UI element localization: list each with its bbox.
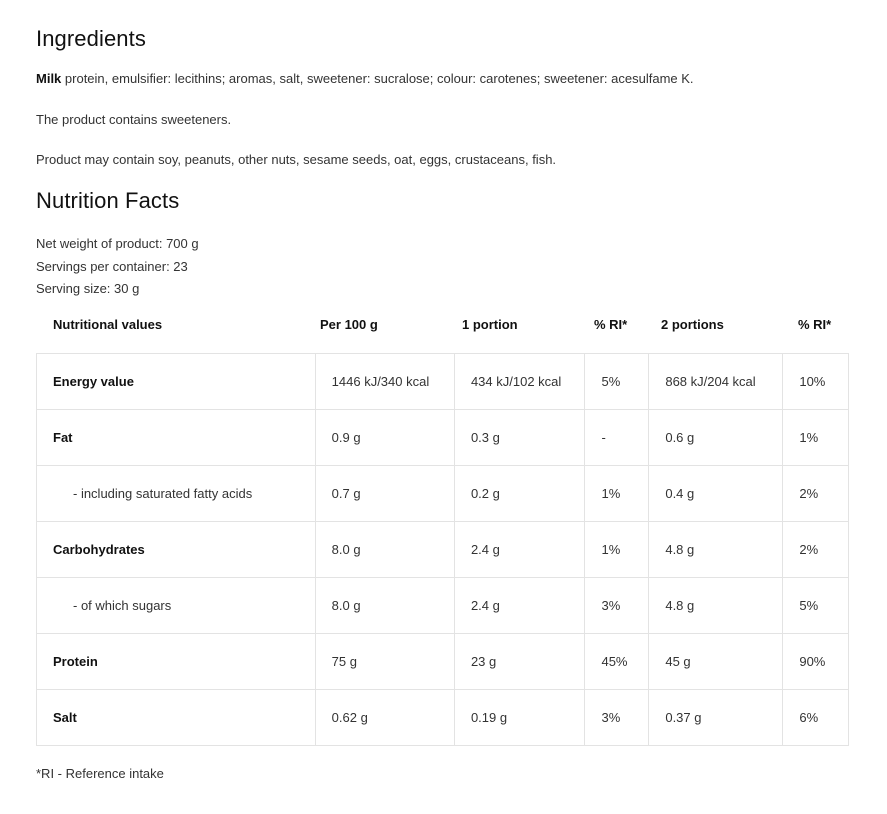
cell-1-portion: 0.2 g: [454, 466, 585, 522]
cell-nutrient: - of which sugars: [37, 578, 316, 634]
cell-per-100g: 0.7 g: [315, 466, 454, 522]
cell-2-portions: 0.6 g: [649, 410, 783, 466]
cell-per-100g: 0.9 g: [315, 410, 454, 466]
cell-ri-1: 1%: [585, 466, 649, 522]
product-meta: [36, 233, 199, 301]
cell-1-portion: 2.4 g: [454, 522, 585, 578]
cell-nutrient: Energy value: [37, 354, 316, 410]
nutrition-facts-title: Nutrition Facts: [36, 188, 180, 213]
cell-per-100g: 75 g: [315, 634, 454, 690]
cell-ri-1: 45%: [585, 634, 649, 690]
cell-per-100g: 8.0 g: [315, 522, 454, 578]
cell-2-portions: 4.8 g: [649, 578, 783, 634]
table-row: [37, 690, 849, 746]
net-weight: Net weight of product: 700 g: [36, 236, 199, 251]
table-row: [37, 522, 849, 578]
table-row: [37, 578, 849, 634]
servings-per-container: Servings per container: 23: [36, 258, 188, 274]
ingredients-lead-bold: Milk: [36, 71, 62, 86]
cell-ri-1: 3%: [585, 690, 649, 746]
table-row: [37, 354, 849, 410]
cell-2-portions: 4.8 g: [649, 522, 783, 578]
cell-ri-2: 1%: [783, 410, 849, 466]
cell-nutrient: - including saturated fatty acids: [37, 466, 316, 522]
cell-nutrient: Salt: [37, 690, 316, 746]
cell-ri-1: -: [585, 410, 649, 466]
nutrition-table-body: [37, 354, 849, 746]
cell-2-portions: 0.37 g: [649, 690, 783, 746]
cell-ri-1: 1%: [585, 522, 649, 578]
ingredients-lead-rest: protein, emulsifier: lecithins; aromas, salt, sweetener: sucralose; colour: carotenes; sweetener: acesulfame K.: [61, 71, 694, 86]
cell-2-portions: 45 g: [649, 634, 783, 690]
ri-footnote: *RI - Reference intake: [36, 766, 164, 781]
cell-ri-2: 6%: [783, 690, 849, 746]
ingredients-list: [36, 71, 694, 86]
header-ri-1: % RI*: [594, 317, 628, 332]
cell-ri-2: 2%: [783, 466, 849, 522]
cell-per-100g: 1446 kJ/340 kcal: [315, 354, 454, 410]
cell-2-portions: 868 kJ/204 kcal: [649, 354, 783, 410]
cell-1-portion: 23 g: [454, 634, 585, 690]
cell-per-100g: 0.62 g: [315, 690, 454, 746]
header-2-portions: 2 portions: [661, 317, 724, 332]
header-per-100g: Per 100 g: [320, 317, 378, 332]
sweeteners-note: The product contains sweeteners.: [36, 112, 232, 127]
cell-nutrient: Protein: [37, 634, 316, 690]
header-1-portion: 1 portion: [462, 317, 518, 332]
cell-1-portion: 2.4 g: [454, 578, 585, 634]
cell-2-portions: 0.4 g: [649, 466, 783, 522]
cell-1-portion: 434 kJ/102 kcal: [454, 354, 585, 410]
header-ri-2: % RI*: [798, 317, 832, 332]
cell-ri-2: 10%: [783, 354, 849, 410]
cell-1-portion: 0.19 g: [454, 690, 585, 746]
table-row: [37, 634, 849, 690]
cell-ri-2: 90%: [783, 634, 849, 690]
allergens-note: Product may contain soy, peanuts, other nuts, sesame seeds, oat, eggs, crustaceans, fish.: [36, 152, 557, 167]
cell-ri-1: 5%: [585, 354, 649, 410]
cell-nutrient: Fat: [37, 410, 316, 466]
cell-ri-2: 5%: [783, 578, 849, 634]
header-nutritional-values: Nutritional values: [53, 317, 163, 332]
table-row: [37, 466, 849, 522]
table-row: [37, 410, 849, 466]
nutrition-table: [36, 353, 849, 746]
cell-ri-1: 3%: [585, 578, 649, 634]
cell-per-100g: 8.0 g: [315, 578, 454, 634]
cell-1-portion: 0.3 g: [454, 410, 585, 466]
cell-nutrient: Carbohydrates: [37, 522, 316, 578]
cell-ri-2: 2%: [783, 522, 849, 578]
ingredients-title: Ingredients: [36, 26, 146, 51]
serving-size: Serving size: 30 g: [36, 281, 140, 296]
